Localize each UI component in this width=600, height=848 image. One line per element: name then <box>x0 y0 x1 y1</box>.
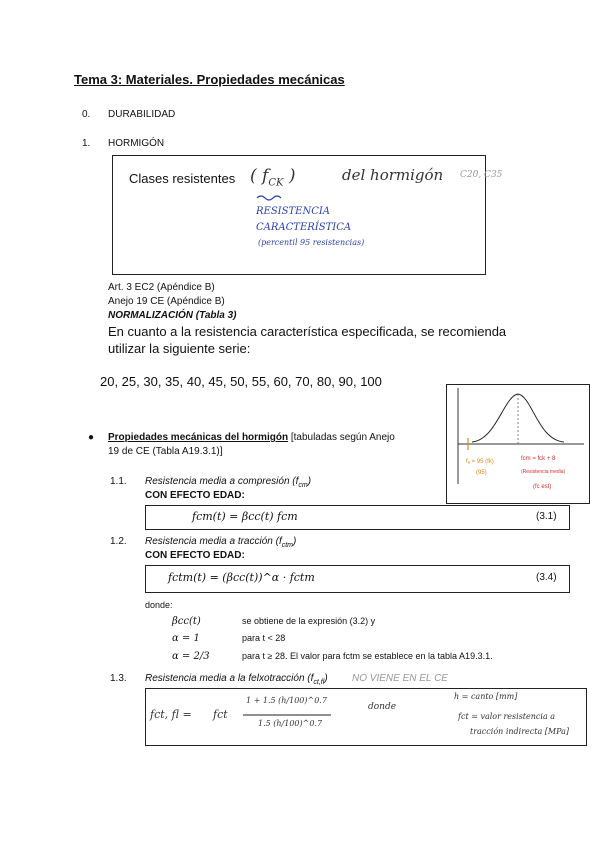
subsection-1-3-number: 1.3. <box>110 673 127 684</box>
s11-effect: CON EFECTO EDAD: <box>145 490 245 501</box>
def3-symbol: α = 2/3 <box>172 651 210 662</box>
hand-blue-1: RESISTENCIA <box>256 206 331 217</box>
resistance-classes-label: Clases resistentes <box>129 171 236 186</box>
strength-series: 20, 25, 30, 35, 40, 45, 50, 55, 60, 70, 80, 90, 100 <box>100 374 382 389</box>
page-title: Tema 3: Materiales. Propiedades mecánicas <box>74 72 345 87</box>
s13-title: Resistencia media a la felxotracción (f <box>145 673 314 684</box>
def1-text: se obtiene de la expresión (3.2) y <box>242 616 376 626</box>
section-number-0: 0. <box>82 109 91 120</box>
ref-normalization: NORMALIZACIÓN (Tabla 3) <box>108 310 237 321</box>
sketch-red-2: (Resistencia media) <box>521 469 566 475</box>
subsection-1-3-title: Resistencia media a la felxotracción $(f_{ct,fl})$ <box>145 673 328 686</box>
subsection-1-2-number: 1.2. <box>110 536 127 547</box>
def3-text: para t ≥ 28. El valor para fctm se establece en la tabla A19.3.1. <box>242 651 493 661</box>
hand-note: del hormigón <box>342 166 444 184</box>
equation-3-4-number: (3.4) <box>536 572 557 583</box>
fraction-bar <box>243 713 333 717</box>
ref-anejo: Anejo 19 CE (Apéndice B) <box>108 296 225 307</box>
sketch-orange-1: fₐ = 95 (fk) <box>466 459 494 465</box>
sketch-orange-2: (95) <box>476 470 487 476</box>
ref-art: Art. 3 EC2 (Apéndice B) <box>108 282 215 293</box>
def1-symbol: βcc(t) <box>172 616 201 627</box>
hand-numerator: 1 + 1.5 (h/100)^0.7 <box>246 696 327 705</box>
distribution-sketch <box>446 384 588 502</box>
hand-fct: fct <box>213 708 228 721</box>
squiggle-mark <box>255 193 285 201</box>
hand-donde: donde <box>368 702 397 712</box>
subsection-1-1-title: Resistencia media a compresión $(f_{cm})$ <box>145 476 312 489</box>
recommend-line-2: utilizar la siguiente serie: <box>108 341 251 356</box>
hand-fct-def-2: tracción indirecta [MPa] <box>470 727 570 736</box>
hand-denominator: 1.5 (h/100)^0.7 <box>258 719 323 728</box>
hand-fct-def-1: fct = valor resistencia a <box>458 712 556 721</box>
section-number-1: 1. <box>82 138 91 149</box>
recommend-line-1: En cuanto a la resistencia característica especificada, se recomienda <box>108 324 507 339</box>
fck-f: ( f <box>250 166 269 186</box>
s11-sub: cm <box>298 482 308 489</box>
sketch-red-3: (fc est) <box>533 484 552 490</box>
props-heading-bold: Propiedades mecánicas del hormigón <box>108 432 289 443</box>
sketch-red-1: fcm = fck + 8 <box>521 456 556 462</box>
s12-sub: ctm <box>281 542 294 549</box>
equation-3-1: fcm(t) = βcc(t) fcm <box>192 510 298 523</box>
s11-title: Resistencia media a compresión (f <box>145 476 299 487</box>
s12-title: Resistencia media a tracción (f <box>145 536 282 547</box>
equation-3-1-number: (3.1) <box>536 511 557 522</box>
bullet-dot: ● <box>88 432 95 443</box>
props-heading-rest: [tabuladas según Anejo <box>290 432 395 443</box>
hand-blue-2: CARACTERÍSTICA <box>256 222 352 233</box>
donde-label: donde: <box>145 600 173 610</box>
hand-blue-3: (percentil 95 resistencias) <box>258 238 365 247</box>
fck-symbol <box>250 166 296 188</box>
subsection-1-2-title: Resistencia media a tracción $(f_{ctm})$ <box>145 536 297 549</box>
fck-subscript: CK <box>268 177 284 189</box>
props-heading-line2: 19 de CE (Tabla A19.3.1)] <box>108 446 223 457</box>
def2-text: para t < 28 <box>242 633 286 643</box>
props-heading <box>108 432 395 443</box>
subsection-1-1-number: 1.1. <box>110 476 127 487</box>
hand-h-def: h = canto [mm] <box>454 692 518 701</box>
hand-classes: C20, C35 <box>460 170 503 180</box>
hand-lhs: fct, fl = <box>150 708 192 721</box>
section-durability: DURABILIDAD <box>108 109 176 120</box>
s12-effect: CON EFECTO EDAD: <box>145 550 245 561</box>
section-concrete: HORMIGÓN <box>108 138 165 149</box>
s13-sub: ct,fl <box>313 679 325 686</box>
equation-3-4: fctm(t) = (βcc(t))^α · fctm <box>168 571 315 584</box>
def2-symbol: α = 1 <box>172 633 200 644</box>
fck-paren: ) <box>288 166 296 186</box>
s13-note: NO VIENE EN EL CE <box>352 673 448 684</box>
